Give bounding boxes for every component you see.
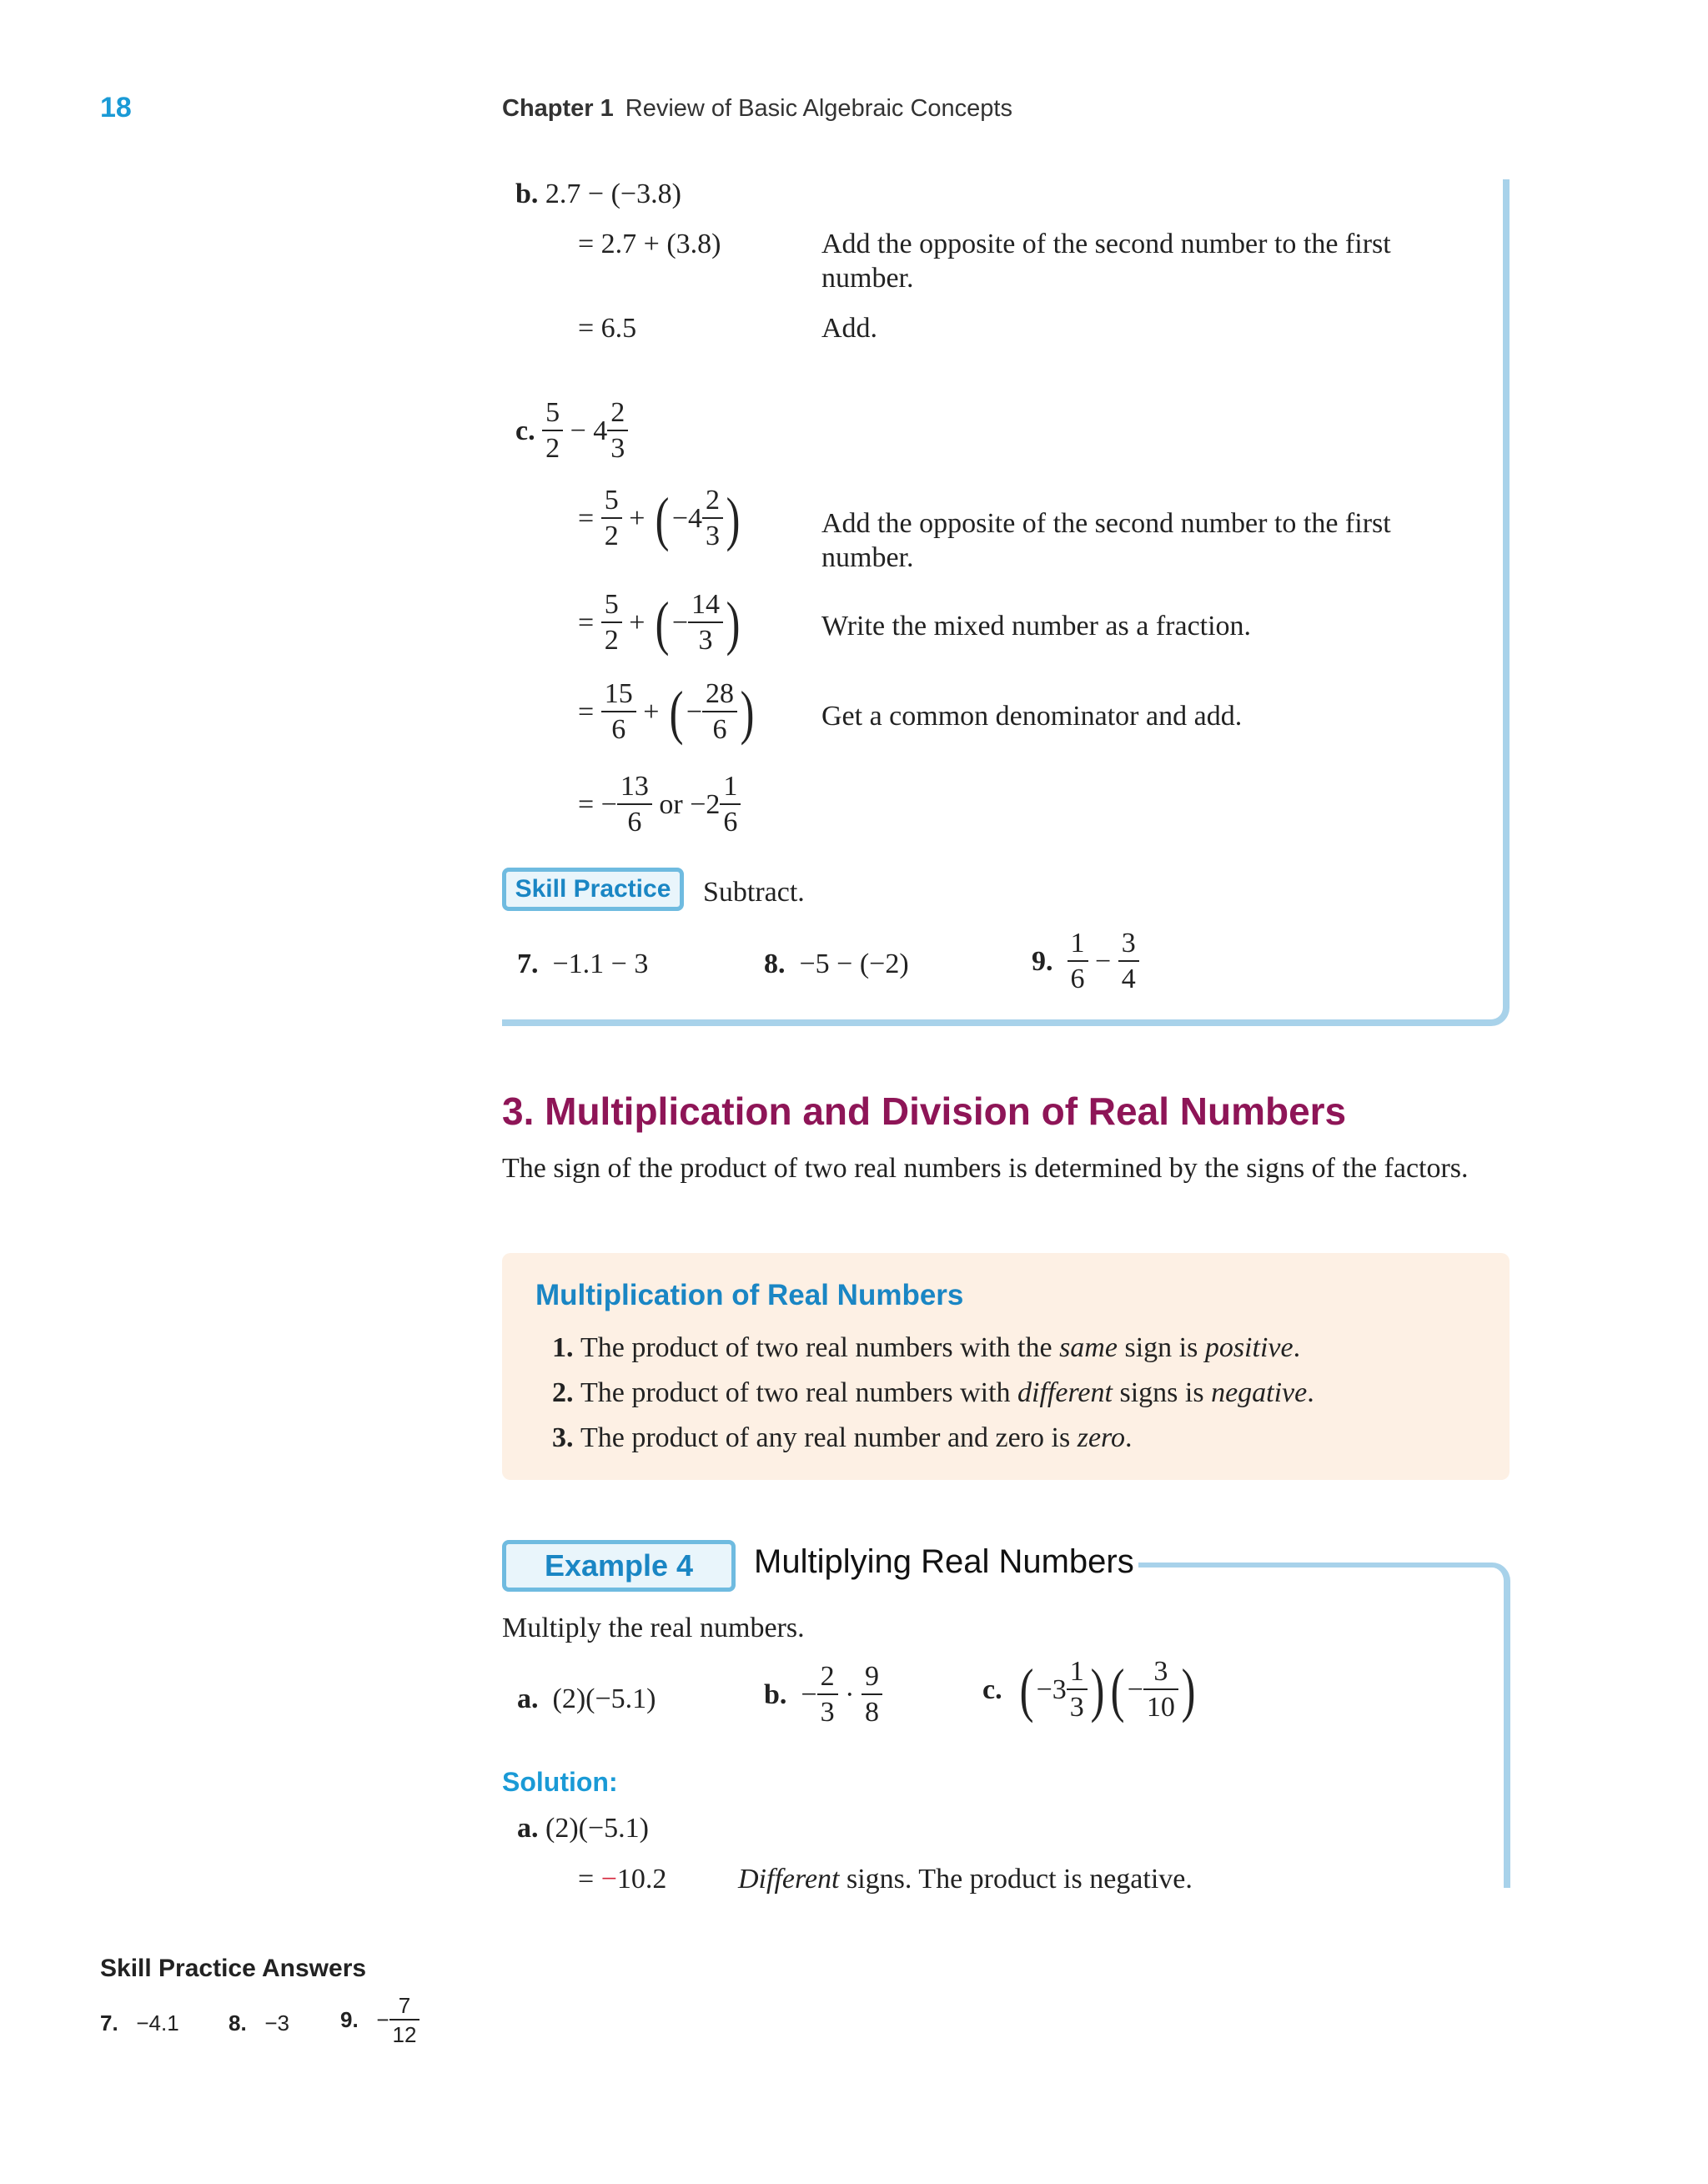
rule-1: 1. The product of two real numbers with the same sign is positive. [552,1332,1301,1363]
part-c-step4: = − $\frac{13}{6}$ or −2 $\frac{1}{6}$ [578,772,741,837]
part-c-step1: = $\frac{5}{2}$ + ( −4 $\frac{2}{3}$ ) [578,485,741,552]
rule-3: 3. The product of any real number and zero is zero. [552,1422,1133,1453]
example-part-b: b. − $\frac{2}{3}$ · $\frac{9}{8}$ [764,1663,882,1727]
part-b-step1-note: Add the opposite of the second number to the first number. [821,229,1391,294]
skill-practice-badge: Skill Practice [502,868,684,911]
example-part-a: a. (2)(−5.1) [517,1683,656,1714]
section-heading: 3. Multiplication and Division of Real Numbers [502,1089,1347,1133]
part-c-problem: c. $\frac{5}{2}$ − 4 $\frac{2}{3}$ [515,399,628,463]
running-header [502,95,1012,123]
example-badge: Example 4 [502,1540,736,1592]
part-c-step3: = $\frac{15}{6}$ + ( − $\frac{28}{6}$ ) [578,678,755,746]
example-instruction: Multiply the real numbers. [502,1613,805,1643]
example-title: Multiplying Real Numbers [754,1543,1134,1580]
example-part-c: c. ( −3 $\frac{1}{3}$ ) ( − $\frac{3}{10}$ ) [982,1656,1196,1724]
skill-answers-title: Skill Practice Answers [100,1955,367,1982]
page-number: 18 [100,92,132,123]
skill-answer-9: 9. − $\frac{7}{12}$ [340,1995,419,2046]
part-b-step2: = 6.5 [578,313,637,344]
part-b-step2-note: Add. [821,313,878,344]
rule-2: 2. The product of two real numbers with different signs is negative. [552,1377,1314,1408]
skill-answer-7: 7. −4.1 [100,2010,179,2036]
solution-a-problem: a. (2)(−5.1) [517,1813,649,1844]
part-c-note3: Get a common denominator and add. [821,701,1243,732]
chapter-title: Review of Basic Algebraic Concepts [625,95,1012,122]
part-b-step1: = 2.7 + (3.8) [578,229,721,259]
skill-answer-8: 8. −3 [229,2010,290,2036]
solution-a-note: Different signs. The product is negative. [738,1864,1193,1895]
solution-label: Solution: [502,1767,618,1797]
skill-item-8: 8. −5 − (−2) [764,949,909,979]
rules-box-title: Multiplication of Real Numbers [535,1279,964,1311]
section-paragraph: The sign of the product of two real numbers is determined by the signs of the factors. [502,1153,1469,1184]
part-c-note2: Write the mixed number as a fraction. [821,611,1252,642]
solution-a-result: = −10.2 [578,1864,667,1895]
part-c-note1: Add the opposite of the second number to the first number. [821,508,1391,573]
skill-practice-instruction: Subtract. [703,877,805,908]
part-b-problem: b. 2.7 − (−3.8) [515,179,681,209]
example-frame-bottom [1138,1563,1510,1888]
chapter-label: Chapter 1 [502,95,614,122]
skill-item-9: 9. $\frac{1}{6}$ − $\frac{3}{4}$ [1032,929,1139,994]
part-c-step2: = $\frac{5}{2}$ + ( − $\frac{14}{3}$ ) [578,589,741,657]
skill-item-7: 7. −1.1 − 3 [517,949,649,979]
